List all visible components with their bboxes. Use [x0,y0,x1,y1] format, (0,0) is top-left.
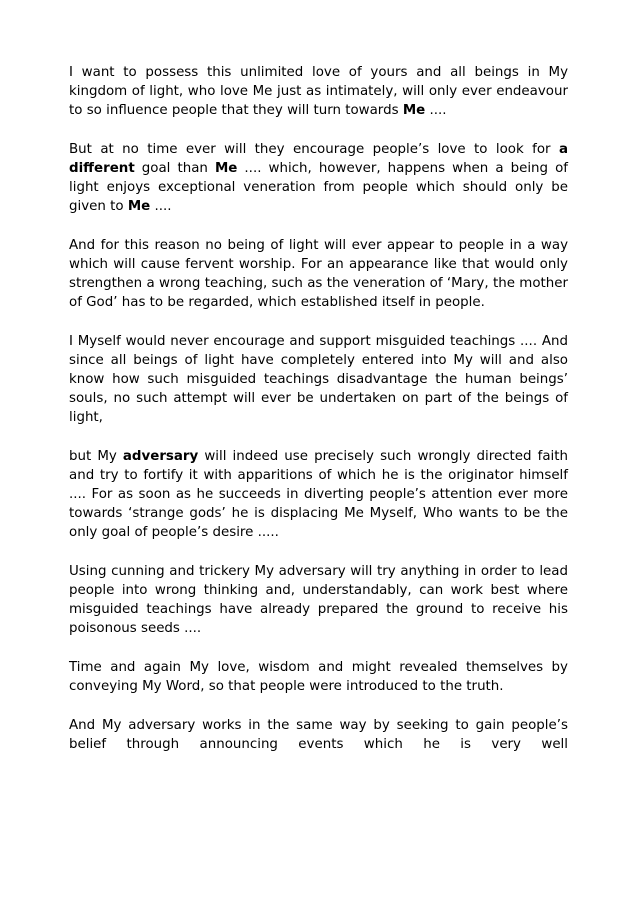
paragraph-1-run-1: I want to possess this unlimited love of yours and all beings in My kingdom of light, who love Me just as intimately, will only ever endeavour to so influence people that they will turn towards [69,65,568,118]
paragraph-2 [69,140,568,216]
paragraph-4 [69,332,568,427]
paragraph-5-run-1: but My [69,449,123,464]
paragraph-1-bold-me: Me [402,103,426,118]
paragraph-8-run-1: And My adversary works in the same way by seeking to gain people’s belief through announcing events which he is very well [69,718,568,752]
paragraph-2-run-1: But at no time ever will they encourage people’s love to look for [69,142,559,157]
paragraph-2-bold-me-2: Me [127,199,151,214]
paragraph-2-bold-a-different: a different [69,142,568,176]
paragraph-5-bold-adversary: adversary [122,449,199,464]
paragraph-1 [69,63,568,120]
paragraph-4-run-1: I Myself would never encourage and support misguided teachings .... And since all beings of light have completely entered into My will and also know how such misguided teachings disadvantage the human beings’ souls, no such attempt will ever be undertaken on part of the beings of light, [69,334,568,425]
paragraph-3 [69,236,568,312]
paragraph-2-run-3: goal than [134,161,215,176]
paragraph-6 [69,562,568,638]
paragraph-7-run-1: Time and again My love, wisdom and might revealed themselves by conveying My Word, so that people were introduced to the truth. [69,660,568,694]
paragraph-6-run-1: Using cunning and trickery My adversary will try anything in order to lead people into wrong thinking and, understandably, can work best where misguided teachings have already prepared the ground to receive his poisonous seeds .... [69,564,568,636]
paragraph-7 [69,658,568,696]
paragraph-3-run-1: And for this reason no being of light will ever appear to people in a way which will cause fervent worship. For an appearance like that would only strengthen a wrong teaching, such as the veneration of ‘Mary, the mother of God’ has to be regarded, which established itself in people. [69,238,568,310]
paragraph-2-bold-me-1: Me [214,161,238,176]
paragraph-8 [69,716,568,754]
paragraph-2-run-5: .... which, however, happens when a being of light enjoys exceptional veneration from people which should only be given to [69,161,568,214]
document-page [69,63,568,774]
paragraph-5 [69,447,568,542]
paragraph-5-run-3: will indeed use precisely such wrongly directed faith and try to fortify it with apparitions of which he is the originator himself .... For as soon as he succeeds in diverting people’s attention ever more towards ‘strange gods’ he is displacing Me Myself, Who wants to be the only goal of people’s desire ..... [69,449,569,540]
paragraph-2-run-7: .... [150,199,172,214]
paragraph-1-run-3: .... [425,103,447,118]
